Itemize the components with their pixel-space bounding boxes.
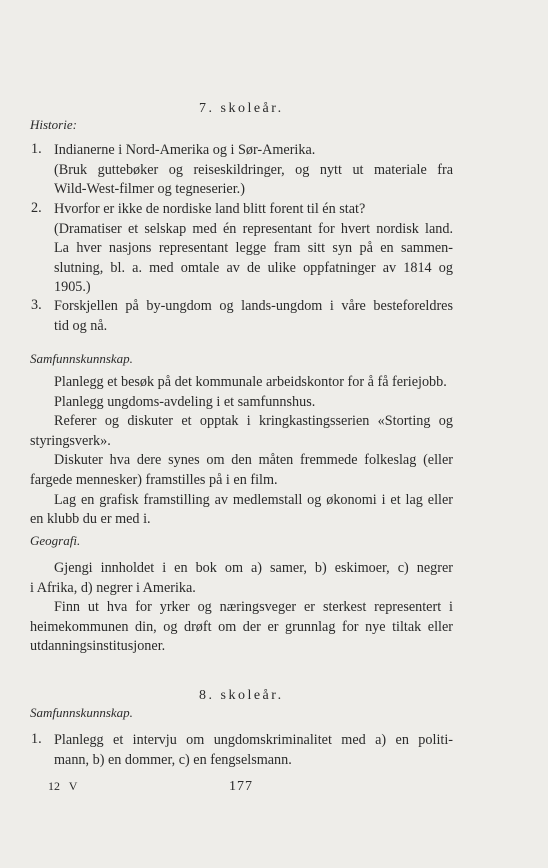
historie-item-3-line-1: Forskjellen på by-ungdom og lands-ungdom i våre besteforeldres <box>54 298 453 314</box>
samfunnskunnskap-8-label: Samfunnskunnskap. <box>30 705 133 720</box>
grade-7-heading: 7. skoleår. <box>199 101 284 116</box>
geografi-text <box>30 559 453 657</box>
historie-item-3-number: 3. <box>31 297 42 313</box>
page-number: 177 <box>229 779 253 794</box>
geografi-line-2: i Afrika, d) negrer i Amerika. <box>30 579 196 596</box>
geografi-line-5: utdanningsinstitusjoner. <box>30 638 166 655</box>
historie-item-2-line-5: 1905.) <box>54 279 91 296</box>
samfunnskunnskap-7-line-1: Planlegg et besøk på det kommunale arbeidskontor for å få feriejobb. <box>54 374 447 390</box>
samfunnskunnskap-7-line-6: fargede mennesker) framstilles på i en film. <box>30 471 278 488</box>
geografi-label: Geografi. <box>30 533 81 548</box>
historie-item-1 <box>54 141 453 200</box>
historie-item-1-number: 1. <box>31 141 42 157</box>
historie-label: Historie: <box>30 117 77 132</box>
historie-item-1-line-2: (Bruk guttebøker og reiseskildringer, og nytt ut materiale fra <box>54 161 453 178</box>
historie-item-2-line-2: (Dramatiser et selskap med én representant for hvert nordisk land. <box>54 220 453 237</box>
samfunnskunnskap-7-line-8: en klubb du er med i. <box>30 511 151 528</box>
historie-item-2 <box>54 200 453 298</box>
geografi-line-4: heimekommunen din, og drøft om der er grunnlag for nye tiltak eller <box>30 618 453 635</box>
samfunnskunnskap-7-line-5: Diskuter hva dere synes om den måten fremmede folkeslag (eller <box>54 452 453 469</box>
historie-item-1-line-3: Wild-West-filmer og tegneserier.) <box>54 181 245 198</box>
samfunnskunnskap-7-label: Samfunnskunnskap. <box>30 351 133 366</box>
grade-8-heading: 8. skoleår. <box>199 688 284 703</box>
historie-item-1-line-1: Indianerne i Nord-Amerika og i Sør-Amerika. <box>54 142 316 158</box>
samfunnskunnskap-8-item-1-line-1: Planlegg et intervju om ungdomskriminalitet med a) en politi- <box>54 732 453 748</box>
geografi-line-3: Finn ut hva for yrker og næringsveger er sterkest representert i <box>54 599 453 616</box>
historie-item-2-line-4: slutning, bl. a. med omtale av de ulike oppfatninger av 1814 og <box>54 259 453 276</box>
samfunnskunnskap-8-item-1-line-2: mann, b) en dommer, c) en fengselsmann. <box>54 751 292 768</box>
samfunnskunnskap-8-item-1 <box>54 731 453 770</box>
samfunnskunnskap-8-item-1-number: 1. <box>31 731 42 747</box>
geografi-line-1: Gjengi innholdet i en bok om a) samer, b) eskimoer, c) negrer <box>54 560 453 576</box>
samfunnskunnskap-7-text <box>30 373 453 530</box>
samfunnskunnskap-7-line-4: styringsverk». <box>30 432 111 449</box>
historie-item-2-number: 2. <box>31 200 42 216</box>
samfunnskunnskap-7-line-2: Planlegg ungdoms-avdeling i et samfunnshus. <box>54 393 316 410</box>
samfunnskunnskap-7-line-3: Referer og diskuter et opptak i kringkastingsserien «Storting og <box>54 413 453 430</box>
historie-item-2-line-1: Hvorfor er ikke de nordiske land blitt forent til én stat? <box>54 201 366 217</box>
historie-item-3-line-2: tid og nå. <box>54 317 108 334</box>
historie-item-3 <box>54 297 453 336</box>
signature-mark: 12 V <box>48 779 78 793</box>
historie-item-2-line-3: La hver nasjons representant legge fram sitt syn på en sammen- <box>54 240 453 257</box>
samfunnskunnskap-7-line-7: Lag en grafisk framstilling av medlemstall og økonomi i et lag eller <box>54 491 453 508</box>
